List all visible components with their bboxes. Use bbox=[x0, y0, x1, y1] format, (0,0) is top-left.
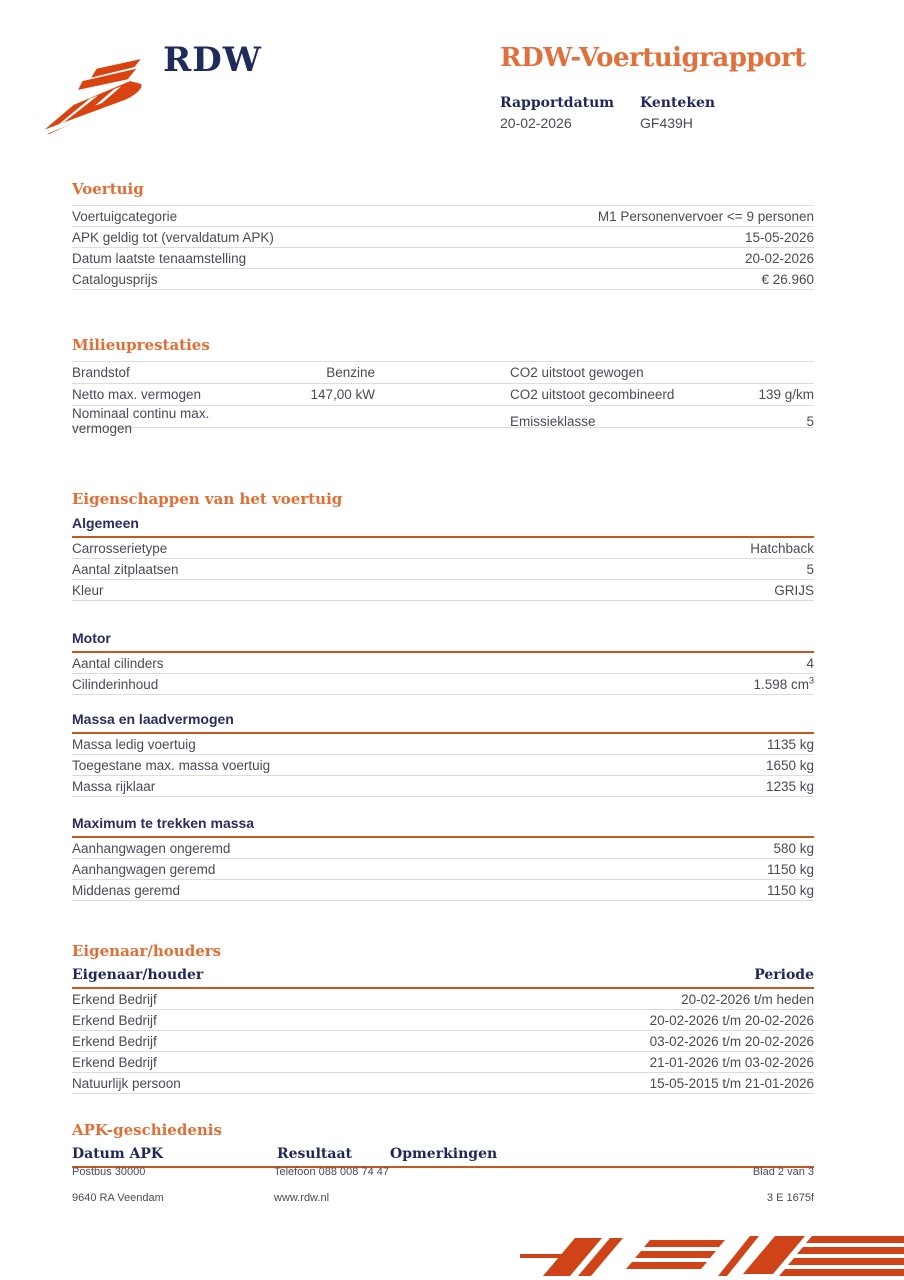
row-value: 580 kg bbox=[773, 840, 814, 856]
table-row bbox=[72, 362, 814, 384]
report-body bbox=[0, 180, 904, 1204]
row-label: Aanhangwagen ongeremd bbox=[72, 840, 231, 856]
table-row bbox=[72, 734, 814, 755]
subsection-heading: Motor bbox=[72, 630, 814, 653]
row-label: APK geldig tot (vervaldatum APK) bbox=[72, 229, 274, 245]
table-header bbox=[72, 967, 814, 989]
section-heading: APK-geschiedenis bbox=[72, 1121, 222, 1139]
table-row bbox=[72, 1052, 814, 1073]
table-row bbox=[72, 248, 814, 269]
row-value: € 26.960 bbox=[761, 271, 814, 287]
page-indicator: Blad 2 van 3 bbox=[752, 1166, 814, 1178]
row-label: Middenas geremd bbox=[72, 882, 181, 898]
owner-type: Erkend Bedrijf bbox=[72, 1033, 157, 1049]
row-value: M1 Personenvervoer <= 9 personen bbox=[597, 208, 814, 224]
table-row bbox=[72, 776, 814, 797]
license-plate-label: Kenteken bbox=[640, 95, 716, 111]
row-value: 5 bbox=[806, 561, 814, 577]
row-value: 1150 kg bbox=[766, 861, 814, 877]
table-row bbox=[72, 227, 814, 248]
section-apk-geschiedenis bbox=[72, 1121, 814, 1168]
column-header-periode: Periode bbox=[754, 967, 814, 983]
subsection-massa bbox=[72, 711, 814, 797]
page-title: RDW-Voertuigrapport bbox=[500, 43, 806, 73]
row-value: 1650 kg bbox=[765, 757, 814, 773]
row-label: Datum laatste tenaamstelling bbox=[72, 250, 247, 266]
row-label: Kleur bbox=[72, 582, 104, 598]
owner-period: 20-02-2026 t/m heden bbox=[681, 991, 814, 1007]
footer-website: www.rdw.nl bbox=[274, 1192, 330, 1204]
row-value: 139 g/km bbox=[758, 387, 814, 402]
subsection-heading: Algemeen bbox=[72, 515, 814, 538]
table-row bbox=[72, 674, 814, 695]
column-header-opmerkingen: Opmerkingen bbox=[390, 1146, 498, 1162]
footer-address-1: Postbus 30000 bbox=[72, 1166, 146, 1178]
footer-line-1 bbox=[72, 1166, 814, 1178]
section-milieuprestaties bbox=[72, 336, 814, 436]
row-label: Brandstof bbox=[72, 365, 130, 380]
table-header bbox=[72, 1146, 814, 1168]
license-plate-value: GF439H bbox=[640, 115, 693, 131]
owner-type: Erkend Bedrijf bbox=[72, 1054, 157, 1070]
row-value: Hatchback bbox=[750, 540, 814, 556]
row-value: 1150 kg bbox=[766, 882, 814, 898]
owner-type: Erkend Bedrijf bbox=[72, 991, 157, 1007]
page-footer bbox=[72, 1166, 814, 1204]
row-label: Aanhangwagen geremd bbox=[72, 861, 216, 877]
table-row bbox=[72, 206, 814, 227]
subsection-heading: Maximum te trekken massa bbox=[72, 815, 814, 838]
row-label: Nominaal continu max. vermogen bbox=[72, 406, 210, 436]
table-row bbox=[72, 838, 814, 859]
table-row bbox=[72, 1073, 814, 1094]
footer-phone: Telefoon 088 008 74 47 bbox=[274, 1166, 389, 1178]
table-row bbox=[72, 1010, 814, 1031]
row-label: Massa rijklaar bbox=[72, 778, 156, 794]
owner-period: 21-01-2026 t/m 03-02-2026 bbox=[649, 1054, 814, 1070]
report-date-value: 20-02-2026 bbox=[500, 115, 572, 131]
table-row bbox=[72, 755, 814, 776]
report-date-label: Rapportdatum bbox=[500, 95, 615, 111]
footer-address-2: 9640 RA Veendam bbox=[72, 1192, 164, 1204]
table-row bbox=[72, 559, 814, 580]
table-row bbox=[72, 859, 814, 880]
row-value: Benzine bbox=[326, 365, 375, 380]
column-header-resultaat: Resultaat bbox=[277, 1146, 352, 1162]
row-value: 4 bbox=[806, 655, 814, 671]
row-label: Cilinderinhoud bbox=[72, 676, 159, 692]
section-heading: Eigenschappen van het voertuig bbox=[72, 490, 343, 508]
row-value: 147,00 kW bbox=[310, 387, 375, 402]
column-header-datum-apk: Datum APK bbox=[72, 1146, 164, 1162]
owner-period: 15-05-2015 t/m 21-01-2026 bbox=[649, 1075, 814, 1091]
row-label: Carrosserietype bbox=[72, 540, 168, 556]
section-heading: Milieuprestaties bbox=[72, 336, 210, 354]
rdw-wordmark: RDW bbox=[163, 40, 262, 80]
rdw-stripes-icon bbox=[520, 1234, 904, 1280]
row-value: 20-02-2026 bbox=[744, 250, 814, 266]
row-label: Toegestane max. massa voertuig bbox=[72, 757, 271, 773]
section-heading: Voertuig bbox=[72, 180, 144, 198]
row-label: Emissieklasse bbox=[510, 413, 596, 429]
subsection-heading: Massa en laadvermogen bbox=[72, 711, 814, 734]
row-value: 5 bbox=[806, 413, 814, 429]
table-row bbox=[72, 406, 814, 436]
table-row bbox=[72, 538, 814, 559]
column-header-eigenaar: Eigenaar/houder bbox=[72, 967, 204, 983]
row-label: Aantal cilinders bbox=[72, 655, 164, 671]
table-row bbox=[72, 653, 814, 674]
row-value: 1235 kg bbox=[765, 778, 814, 794]
rdw-logo bbox=[40, 40, 262, 135]
row-label: CO2 uitstoot gewogen bbox=[510, 365, 644, 380]
owner-period: 20-02-2026 t/m 20-02-2026 bbox=[649, 1012, 814, 1028]
section-heading: Eigenaar/houders bbox=[72, 942, 222, 960]
doc-code: 3 E 1675f bbox=[766, 1192, 814, 1204]
row-label: CO2 uitstoot gecombineerd bbox=[510, 387, 675, 402]
section-eigenschappen bbox=[72, 490, 814, 901]
footer-stripes-graphic bbox=[520, 1234, 904, 1280]
section-voertuig bbox=[72, 180, 814, 290]
report-header bbox=[0, 0, 904, 170]
table-row bbox=[72, 989, 814, 1010]
section-eigenaar-houders bbox=[72, 942, 814, 1094]
row-value: GRIJS bbox=[774, 582, 814, 598]
owner-period: 03-02-2026 t/m 20-02-2026 bbox=[649, 1033, 814, 1049]
row-label: Massa ledig voertuig bbox=[72, 736, 196, 752]
report-meta bbox=[500, 95, 840, 131]
row-value: 1135 kg bbox=[766, 736, 814, 752]
rdw-feather-icon bbox=[40, 52, 155, 134]
title-block bbox=[500, 43, 840, 131]
row-label: Voertuigcategorie bbox=[72, 208, 178, 224]
superscript: 3 bbox=[808, 675, 814, 685]
table-row bbox=[72, 384, 814, 406]
table-row bbox=[72, 1031, 814, 1052]
footer-line-2 bbox=[72, 1192, 814, 1204]
subsection-algemeen bbox=[72, 515, 814, 601]
table-row bbox=[72, 269, 814, 290]
row-label: Catalogusprijs bbox=[72, 271, 158, 287]
row-label: Aantal zitplaatsen bbox=[72, 561, 179, 577]
row-label: Netto max. vermogen bbox=[72, 387, 202, 402]
subsection-trekken-massa bbox=[72, 815, 814, 901]
table-row bbox=[72, 580, 814, 601]
row-value: 15-05-2026 bbox=[744, 229, 814, 245]
owner-type: Erkend Bedrijf bbox=[72, 1012, 157, 1028]
table-row bbox=[72, 880, 814, 901]
subsection-motor bbox=[72, 630, 814, 695]
row-value: 1.598 $cm^3$ bbox=[753, 675, 814, 692]
owner-type: Natuurlijk persoon bbox=[72, 1075, 181, 1091]
